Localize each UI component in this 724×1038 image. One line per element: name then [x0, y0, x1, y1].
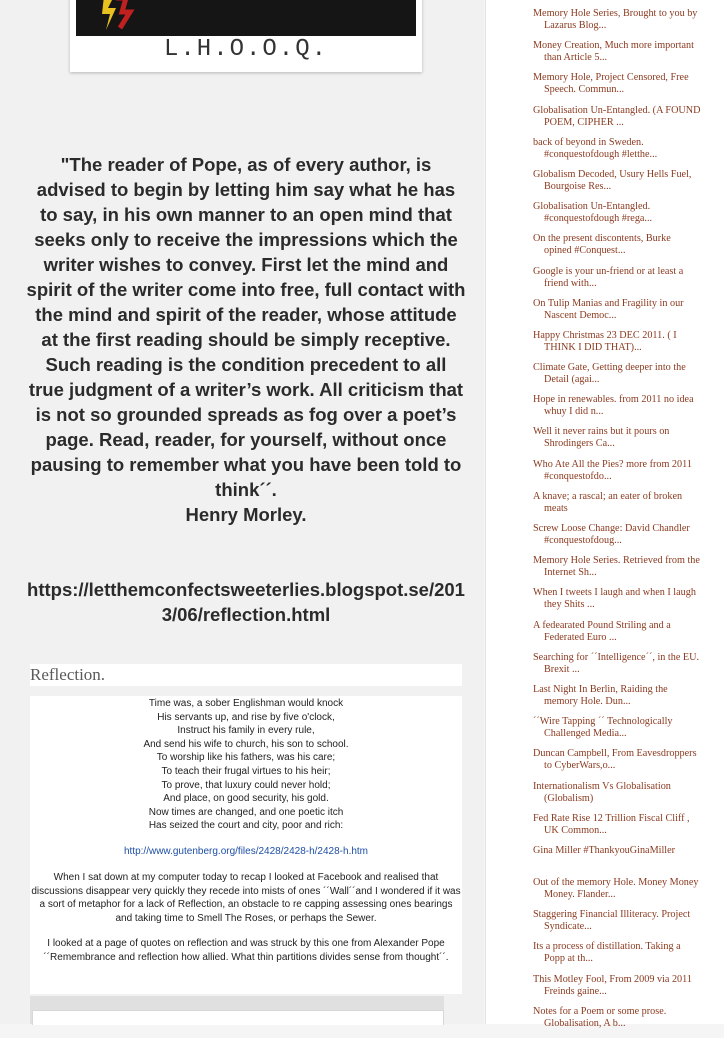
header-image[interactable] — [70, 0, 422, 72]
graffiti-glyph-icon — [96, 0, 136, 32]
archive-post-link[interactable]: Memory Hole, Project Censored, Free Speech. Commun... — [533, 72, 689, 96]
archive-post-link[interactable]: Its a process of distillation. Taking a Popp at th... — [533, 941, 681, 965]
archive-post-link[interactable]: Memory Hole Series. Retrieved from the Internet Sh... — [533, 555, 700, 579]
archive-post-link[interactable]: A fedearated Pound Striling and a Federated Euro ... — [533, 619, 671, 643]
archive-post-link[interactable]: Globalism Decoded, Usury Hells Fuel, Bourgoise Res... — [533, 168, 692, 192]
poem-line: To worship like his fathers, was his care; — [156, 752, 336, 764]
archive-post-link[interactable]: Memory Hole Series, Brought to you by Lazarus Blog... — [533, 8, 698, 31]
source-url-line-1: https://letthemconfectsweeterlies.blogspot.se/201 — [27, 579, 465, 600]
archive-post-link[interactable]: Money Creation, Much more important than Article 5... — [533, 40, 694, 64]
quote-author: Henry Morley. — [185, 504, 307, 525]
header-image-caption: L.H.O.O.Q. — [163, 36, 329, 63]
archive-post-link[interactable]: Hope in renewables. from 2011 no idea whuy I did n... — [533, 394, 694, 418]
post-body — [30, 696, 462, 994]
poem-line: And send his wife to church, his son to school. — [143, 738, 349, 750]
poem-line: And place, on good security, his gold. — [163, 793, 329, 805]
header-image-dark-area — [76, 0, 416, 36]
post-title: Reflection. — [30, 664, 462, 686]
archive-post-link[interactable]: Well it never rains but it pours on Shrodingers Ca... — [533, 426, 670, 450]
poem-line: Has seized the court and city, poor and rich: — [148, 820, 344, 832]
archive-post-link[interactable]: Globalisation Un-Entangled. (A FOUND POEM, CIPHER ... — [533, 104, 701, 128]
poem-line: Time was, a sober Englishman would knock — [148, 698, 344, 709]
archive-post-link[interactable]: Searching for ´´Intelligence´´, in the EU. Brexit ... — [533, 651, 700, 675]
archive-post-link[interactable]: A knave; a rascal; an eater of broken meats — [533, 490, 683, 514]
archive-post-link[interactable]: Climate Gate, Getting deeper into the Detail (agai... — [533, 362, 686, 386]
archive-post-link[interactable]: Last Night In Berlin, Raiding the memory Hole. Dun... — [533, 683, 668, 707]
archive-post-link[interactable]: Duncan Campbell, From Eavesdroppers to CyberWars,o... — [533, 748, 697, 772]
poem — [30, 697, 462, 833]
morley-quote: "The reader of Pope, as of every author, is advised to begin by letting him say what he has to say, in his own manner to an open mind that seeks only to receive the impressions which the writer wishes to convey. First let the mind and spirit of the writer come into free, full contact with the mind and spirit of the reader, whose attitude at the first reading should be simply receptive. Such reading is the condition precedent to all true judgment of a writer’s work. All criticism that is not so grounded spreads as fog over a poet’s page. Read, reader, for yourself, without once pausing to remember what you have been told to think´´. — [26, 154, 466, 500]
archive-post-link[interactable]: ´´Wire Tapping ´´ Technologically Challenged Media... — [533, 716, 673, 740]
archive-post-link[interactable]: Happy Christmas 23 DEC 2011. ( I THINK I DID THAT)... — [533, 329, 677, 353]
archive-post-link[interactable]: Internationalism Vs Globalisation (Globalism) — [533, 780, 671, 804]
source-url-line-2: 3/06/reflection.html — [161, 604, 331, 625]
archive-post-link[interactable]: Globalisation Un-Entangled. #conquestofdough #rega... — [533, 201, 653, 225]
archive-post-link[interactable]: This Motley Fool, From 2009 via 2011 Freinds gaine... — [533, 973, 692, 997]
next-post-box — [32, 1010, 444, 1025]
poem-line: Instruct his family in every rule, — [177, 725, 315, 737]
poem-line: Now times are changed, and one poetic itch — [148, 806, 344, 818]
archive-post-link[interactable]: Out of the memory Hole. Money Money Money. Flander... — [533, 877, 699, 901]
post-paragraph-2: I looked at a page of quotes on reflection and was struck by this one from Alexander Pope ´´Remembrance and reflection how allied. What thin partitions divides sense from thought´´. — [43, 938, 449, 963]
archive-post-link[interactable]: Google is your un-friend or at least a friend with... — [533, 265, 684, 289]
archive-post-link[interactable]: Fed Rate Rise 12 Trillion Fiscal Cliff , UK Common... — [533, 812, 690, 836]
gutenberg-link[interactable]: http://www.gutenberg.org/files/2428/2428-h/2428-h.htm — [123, 845, 369, 857]
archive-post-link[interactable]: Screw Loose Change: David Chandler #conquestofdoug... — [533, 523, 690, 546]
archive-post-link[interactable]: Notes for a Poem or some prose. Globalisation, A b... — [533, 1005, 667, 1029]
archive-post-link[interactable]: On Tulip Manias and Fragility in our Nascent Democ... — [533, 297, 684, 321]
archive-post-link[interactable]: On the present discontents, Burke opined #Conquest... — [533, 233, 671, 257]
source-url[interactable] — [26, 577, 466, 627]
archive-post-link[interactable]: Staggering Financial Illiteracy. Project Syndicate... — [533, 909, 691, 933]
archive-post-link[interactable]: back of beyond in Sweden. #conquestofdough #letthe... — [533, 136, 658, 160]
archive-post-link[interactable]: When I tweets I laugh and when I laugh they Shits ... — [533, 587, 696, 611]
blog-archive-list — [533, 8, 701, 1038]
poem-line: To prove, that luxury could never hold; — [161, 779, 331, 791]
post-paragraph-1: When I sat down at my computer today to recap I looked at Facebook and realised that discussions disappear very quickly they recede into mists of ones ´´Wall´´and I wondered if it was a sort of metaphor for a lack of Reflection, an obstacle to re capping assessing ones bearings and taking time to Smell The Roses, or perhaps the Sewer. — [31, 871, 461, 924]
poem-line: His servants up, and rise by five o'clock, — [157, 711, 335, 723]
archive-post-link[interactable]: Gina Miller #ThankyouGinaMiller — [533, 844, 676, 856]
archive-post-link[interactable]: Who Ate All the Pies? more from 2011 #conquestofdo... — [533, 458, 692, 482]
poem-line: To teach their frugal virtues to his heir; — [161, 765, 331, 777]
